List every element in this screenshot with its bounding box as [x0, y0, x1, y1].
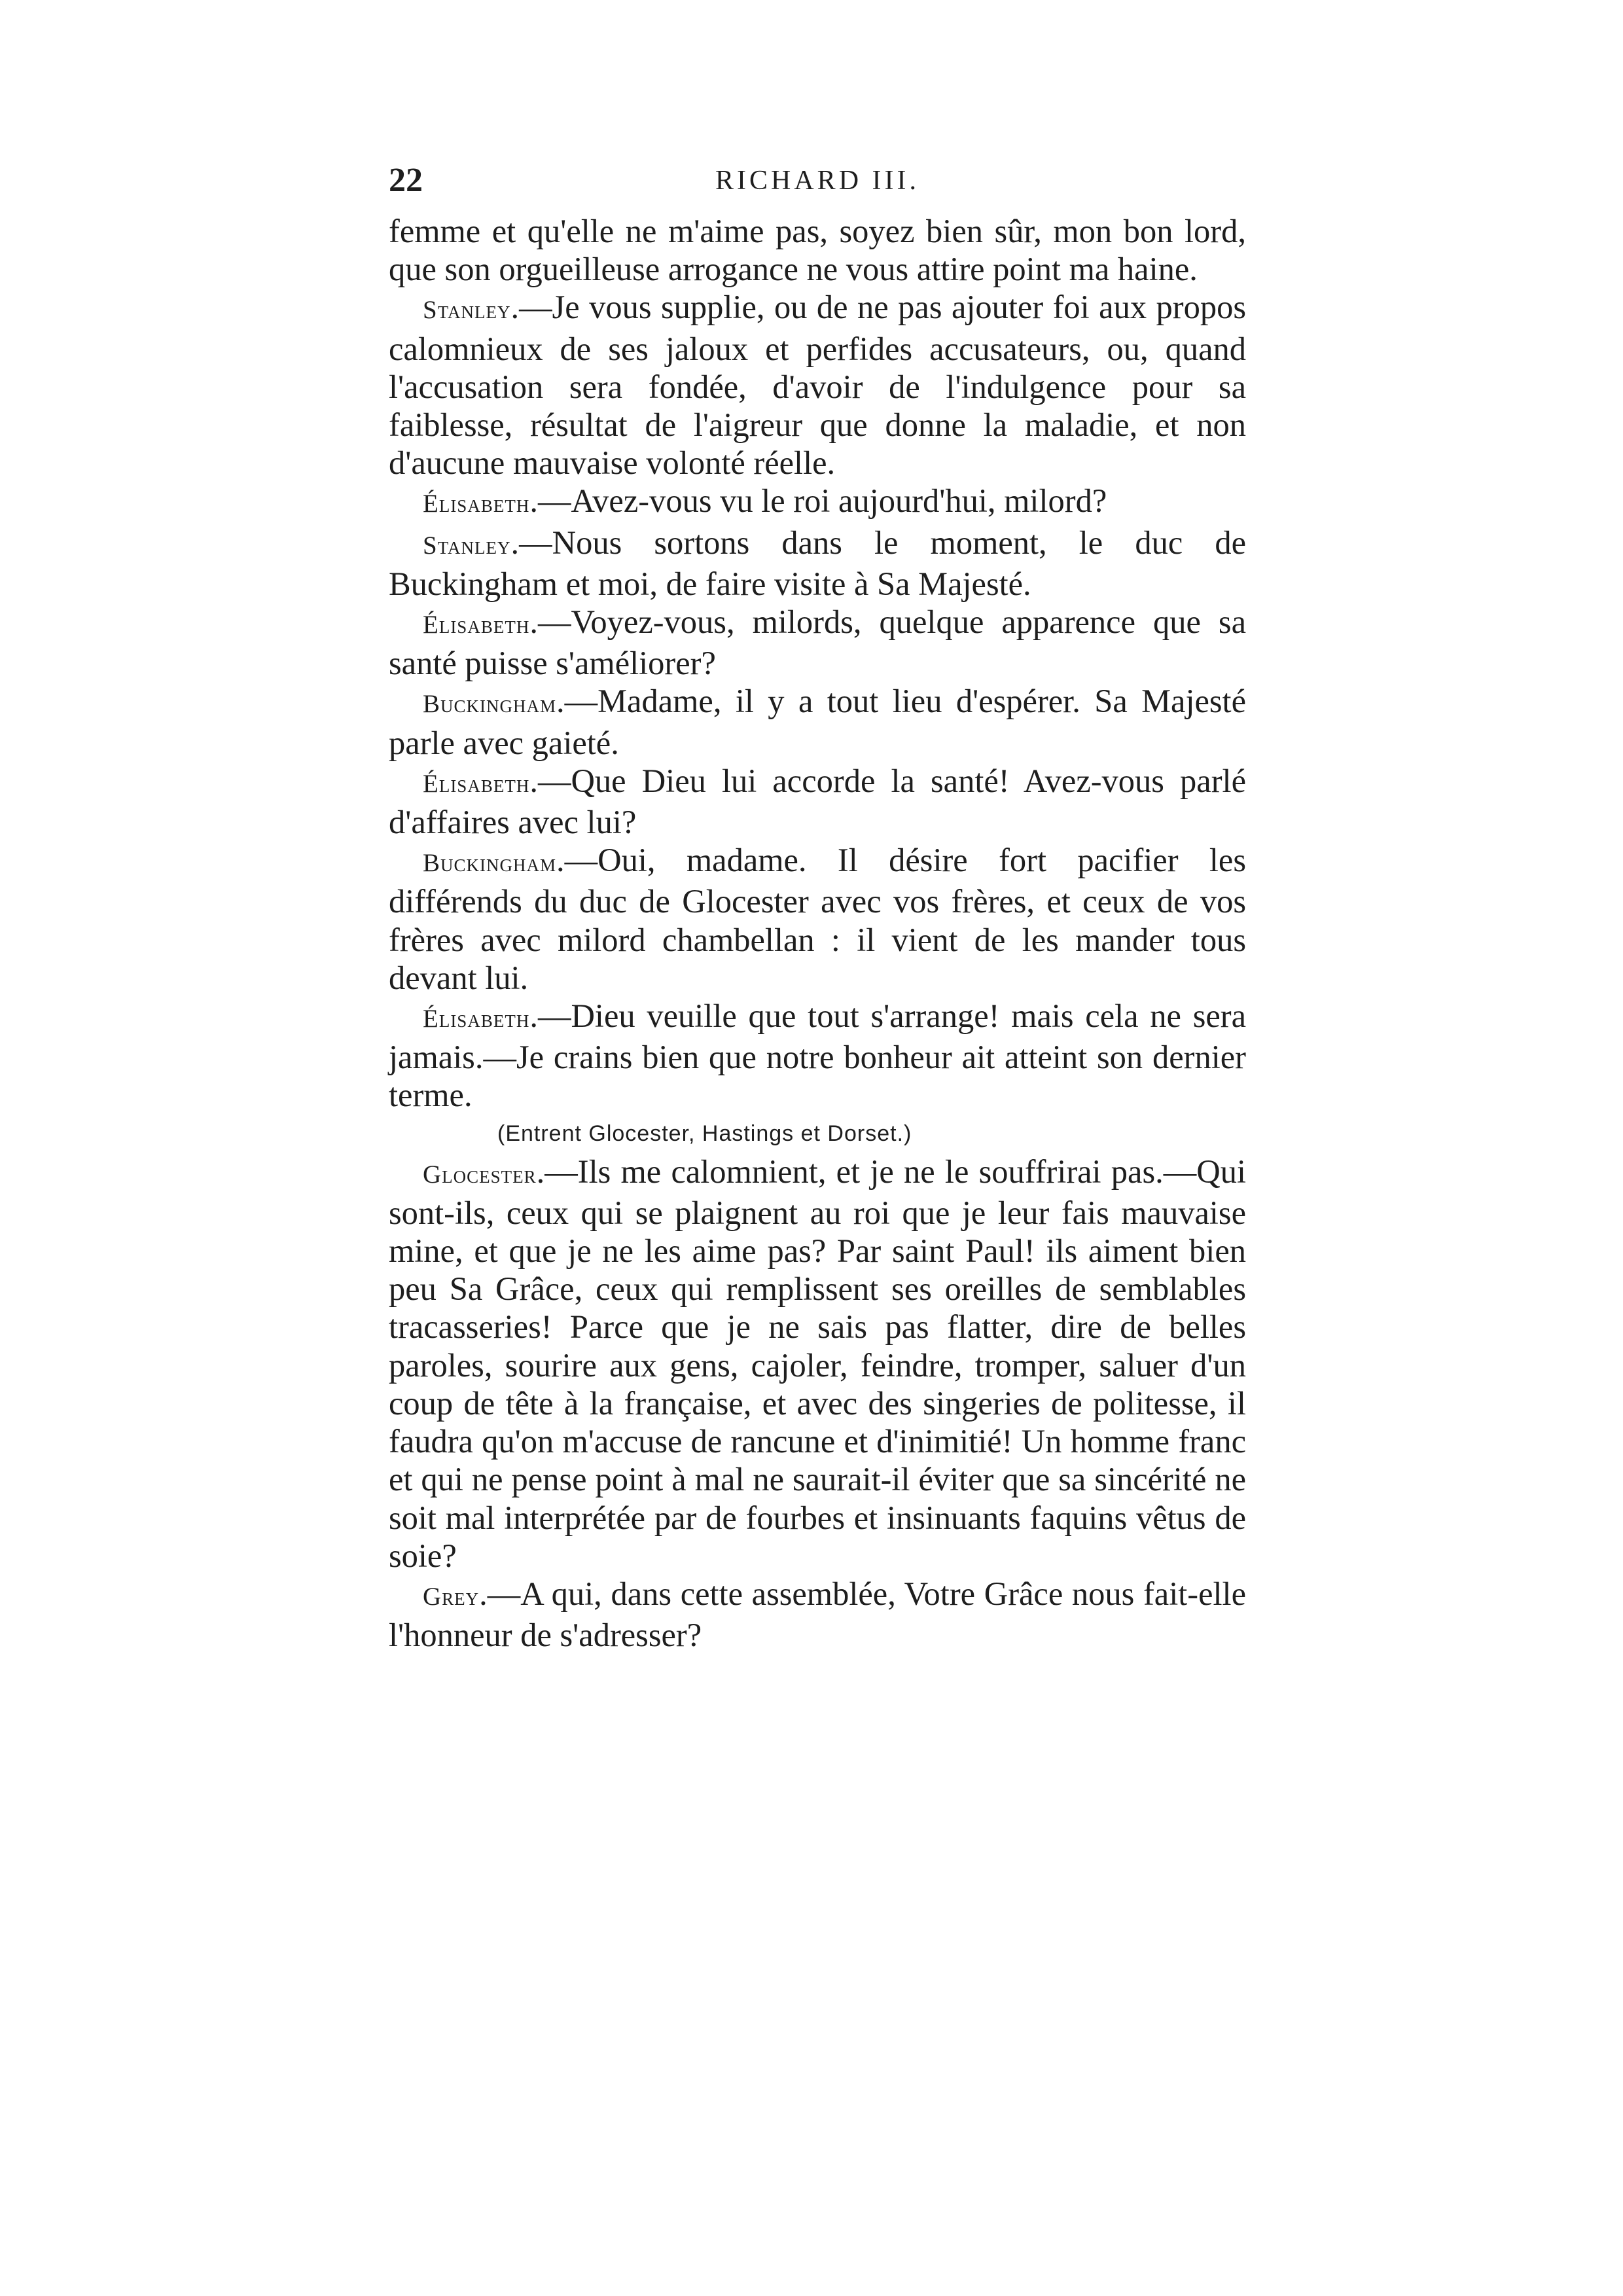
page-number: 22	[389, 162, 423, 199]
book-page	[389, 157, 1246, 1767]
continuation-paragraph: femme et qu'elle ne m'aime pas, soyez bien sûr, mon bon lord, que son orgueilleuse arrogance ne vous attire point ma haine.	[389, 213, 1246, 288]
speech-elisabeth-3: Élisabeth.—Que Dieu lui accorde la santé! Avez-vous parlé d'affaires avec lui?	[389, 762, 1246, 841]
speech-elisabeth-4: Élisabeth.—Dieu veuille que tout s'arrange! mais cela ne sera jamais.—Je crains bien que notre bonheur ait atteint son dernier terme.	[389, 997, 1246, 1114]
speaker-name: Élisabeth	[423, 769, 530, 798]
speaker-name: Buckingham	[423, 690, 557, 719]
speech-text: Ils me calomnient, et je ne le souffrirai pas.—Qui sont-ils, ceux qui se plaignent au roi que je leur fais mauvaise mine, et que je ne les aime pas? Par saint Paul! ils aiment bien peu Sa Grâce, ceux qui remplissent ses oreilles de semblables tracasseries! Parce que je ne sais pas flatter, dire de belles paroles, sourire aux gens, cajoler, feindre, tromper, saluer d'un coup de tête à la française, et avec des singeries de politesse, il faudra qu'on m'accuse de rancune et d'inimitié! Un homme franc et qui ne pense point à mal ne saurait-il éviter que sa sincérité ne soit mal interprétée par de fourbes et insinuants faquins vêtus de soie?	[389, 1153, 1246, 1574]
speaker-name: Élisabeth	[423, 611, 530, 639]
speech-grey-1: Grey.—A qui, dans cette assemblée, Votre Grâce nous fait-elle l'honneur de s'adresser?	[389, 1575, 1246, 1654]
speaker-name: Élisabeth	[423, 1005, 530, 1033]
speech-buckingham-2: Buckingham.—Oui, madame. Il désire fort pacifier les différends du duc de Glocester avec vos frères, et ceux de vos frères avec milord chambellan : il vient de les mander tous devant lui.	[389, 842, 1246, 996]
speech-text: Avez-vous vu le roi aujourd'hui, milord?	[571, 482, 1107, 520]
speech-text: Dieu veuille que tout s'arrange! mais cela ne sera jamais.—Je crains bien que notre bonheur ait atteint son dernier terme.	[389, 997, 1246, 1114]
speaker-name: Glocester	[423, 1160, 537, 1189]
speech-text: Nous sortons dans le moment, le duc de Buckingham et moi, de faire visite à Sa Majesté.	[389, 524, 1246, 602]
stage-direction: (Entrent Glocester, Hastings et Dorset.)	[497, 1121, 912, 1146]
speaker-name: Stanley	[423, 531, 511, 560]
speech-glocester-1: Glocester.—Ils me calomnient, et je ne le souffrirai pas.—Qui sont-ils, ceux qui se plaignent au roi que je leur fais mauvaise mine, et que je ne les aime pas? Par saint Paul! ils aiment bien peu Sa Grâce, ceux qui remplissent ses oreilles de semblables tracasseries! Parce que je ne sais pas flatter, dire de belles paroles, sourire aux gens, cajoler, feindre, tromper, saluer d'un coup de tête à la française, et avec des singeries de politesse, il faudra qu'on m'accuse de rancune et d'inimitié! Un homme franc et qui ne pense point à mal ne saurait-il éviter que sa sincérité ne soit mal interprétée par de fourbes et insinuants faquins vêtus de soie?	[389, 1153, 1246, 1574]
speech-text: Madame, il y a tout lieu d'espérer. Sa Majesté parle avec gaieté.	[389, 683, 1246, 761]
speech-text: Que Dieu lui accorde la santé! Avez-vous parlé d'affaires avec lui?	[389, 762, 1246, 841]
page-header	[389, 157, 1246, 204]
speech-text: Je vous supplie, ou de ne pas ajouter foi aux propos calomnieux de ses jaloux et perfides accusateurs, ou, quand l'accusation sera fondée, d'avoir de l'indulgence pour sa faiblesse, résultat de l'aigreur que donne la maladie, et non d'aucune mauvaise volonté réelle.	[389, 289, 1246, 482]
speech-stanley-1: Stanley.—Je vous supplie, ou de ne pas ajouter foi aux propos calomnieux de ses jaloux et perfides accusateurs, ou, quand l'accusation sera fondée, d'avoir de l'indulgence pour sa faiblesse, résultat de l'aigreur que donne la maladie, et non d'aucune mauvaise volonté réelle.	[389, 289, 1246, 482]
speech-text: Oui, madame. Il désire fort pacifier les différends du duc de Glocester avec vos frères, et ceux de vos frères avec milord chambellan : il vient de les mander tous devant lui.	[389, 842, 1246, 996]
speech-text: Voyez-vous, milords, quelque apparence que sa santé puisse s'améliorer?	[389, 603, 1246, 682]
speaker-name: Buckingham	[423, 849, 557, 878]
speaker-name: Stanley	[423, 296, 511, 325]
speech-elisabeth-1: Élisabeth.—Avez-vous vu le roi aujourd'hui, milord?	[423, 482, 1107, 520]
speech-stanley-2: Stanley.—Nous sortons dans le moment, le duc de Buckingham et moi, de faire visite à Sa Majesté.	[389, 524, 1246, 602]
speech-elisabeth-2: Élisabeth.—Voyez-vous, milords, quelque apparence que sa santé puisse s'améliorer?	[389, 603, 1246, 682]
running-title: RICHARD III.	[715, 166, 919, 196]
speaker-name: Élisabeth	[423, 490, 530, 518]
speech-text: A qui, dans cette assemblée, Votre Grâce nous fait-elle l'honneur de s'adresser?	[389, 1575, 1246, 1654]
speech-buckingham-1: Buckingham.—Madame, il y a tout lieu d'espérer. Sa Majesté parle avec gaieté.	[389, 683, 1246, 761]
speaker-name: Grey	[423, 1582, 480, 1611]
